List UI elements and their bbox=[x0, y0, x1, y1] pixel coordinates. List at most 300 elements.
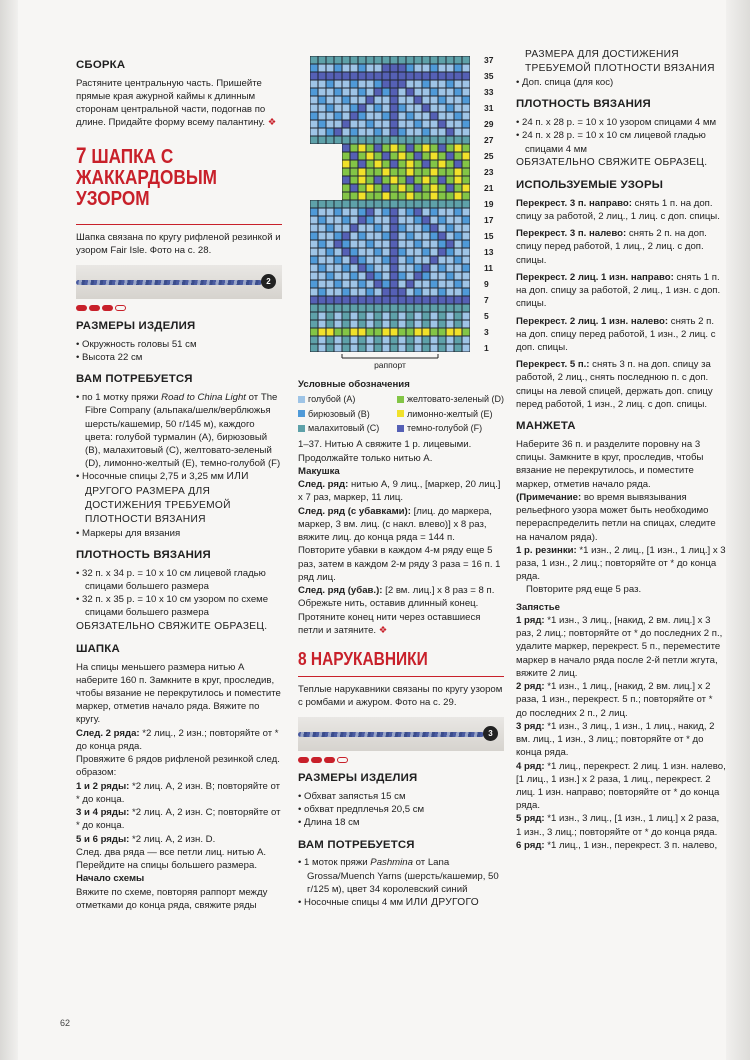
chart-stitch bbox=[391, 113, 398, 120]
chart-stitch bbox=[351, 57, 358, 64]
chart-stitch bbox=[359, 65, 366, 72]
chart-stitch bbox=[327, 313, 334, 320]
pattern-item: Перекрест. 2 лиц. 1 изн. направо: снять 1 п. на доп. спицу за работой, 2 лиц., 1 изн. с доп. спицы. bbox=[516, 271, 721, 310]
chart-stitch bbox=[391, 145, 398, 152]
chart-stitch bbox=[431, 137, 438, 144]
chart-stitch bbox=[447, 153, 454, 160]
chart-stitch bbox=[455, 121, 462, 128]
chart-stitch bbox=[343, 169, 350, 176]
cuff-note: (Примечание: во время вывязывания рельефного узора может быть необходимо перераспределить петли на спицах, следите на началом ряда). bbox=[516, 491, 716, 543]
chart-stitch bbox=[423, 281, 430, 288]
chart-stitch bbox=[359, 97, 366, 104]
density-item: • 24 п. x 28 р. = 10 x 10 узором спицами 4 мм bbox=[516, 117, 717, 129]
chart-stitch bbox=[367, 145, 374, 152]
project-8-intro: Теплые нарукавники связаны по кругу узором с ромбами и ажуром. Фото на с. 29. bbox=[298, 683, 503, 709]
chart-stitch bbox=[399, 121, 406, 128]
chart-stitch bbox=[399, 329, 406, 336]
chart-stitch bbox=[407, 337, 414, 344]
crown-step: Повторите убавки в каждом 4-м ряду еще 5 раз, затем в каждом 2-м ряду 3 раза = 16 п. 1 ряд лиц. bbox=[298, 545, 501, 583]
chart-stitch bbox=[431, 153, 438, 160]
chart-stitch bbox=[375, 297, 382, 304]
chart-stitch bbox=[383, 145, 390, 152]
chart-row-label: 37 bbox=[484, 55, 494, 65]
legend-item bbox=[397, 408, 504, 420]
chart-stitch bbox=[367, 105, 374, 112]
chart-stitch bbox=[391, 201, 398, 208]
chart-stitch bbox=[415, 57, 422, 64]
chart-stitch bbox=[383, 209, 390, 216]
chart-stitch bbox=[415, 113, 422, 120]
chart-stitch bbox=[407, 265, 414, 272]
repeat-label: раппорт bbox=[374, 360, 406, 370]
chart-stitch bbox=[383, 281, 390, 288]
chart-stitch bbox=[447, 249, 454, 256]
chart-stitch bbox=[375, 241, 382, 248]
hat-step: 1 и 2 ряды: *2 лиц. А, 2 изн. В; повторяйте от * до конца. bbox=[76, 780, 281, 805]
chart-stitch bbox=[447, 89, 454, 96]
chart-stitch bbox=[343, 273, 350, 280]
chart-row-label: 9 bbox=[484, 279, 489, 289]
chart-stitch bbox=[399, 225, 406, 232]
chart-stitch bbox=[455, 57, 462, 64]
chart-stitch bbox=[335, 89, 342, 96]
chart-stitch bbox=[431, 249, 438, 256]
chart-stitch bbox=[367, 137, 374, 144]
chart-stitch bbox=[447, 337, 454, 344]
chart-stitch bbox=[367, 89, 374, 96]
materials-markers: • Маркеры для вязания bbox=[76, 527, 181, 539]
chart-stitch bbox=[407, 281, 414, 288]
chart-row-label: 33 bbox=[484, 87, 494, 97]
wrist-step: 2 ряд: *1 изн., 1 лиц., [накид, 2 вм. лиц.] x 2 раза, 1 изн., перекрест. 5 п.; повторяйте от * до последних 2 п., 2 лиц. bbox=[516, 681, 713, 719]
chart-stitch bbox=[335, 121, 342, 128]
chart-stitch bbox=[391, 241, 398, 248]
chart-stitch bbox=[463, 345, 470, 352]
chart-stitch bbox=[391, 81, 398, 88]
size-item: • обхват предплечья 20,5 см bbox=[298, 804, 425, 816]
chart-stitch bbox=[335, 273, 342, 280]
swatch-note: ОБЯЗАТЕЛЬНО СВЯЖИТЕ ОБРАЗЕЦ. bbox=[76, 620, 268, 632]
chart-stitch bbox=[391, 273, 398, 280]
chart-stitch bbox=[431, 321, 438, 328]
chart-row-label: 5 bbox=[484, 311, 489, 321]
chart-continuation: 1–37. Нитью А свяжите 1 р. лицевыми. Продолжайте только нитью А. bbox=[298, 439, 472, 464]
chart-stitch bbox=[359, 225, 366, 232]
chart-stitch bbox=[383, 177, 390, 184]
chart-stitch bbox=[415, 129, 422, 136]
chart-stitch bbox=[391, 337, 398, 344]
chart-stitch bbox=[423, 329, 430, 336]
chart-stitch bbox=[463, 209, 470, 216]
chart-stitch bbox=[439, 305, 446, 312]
chart-stitch bbox=[367, 161, 374, 168]
chart-stitch bbox=[455, 169, 462, 176]
chart-stitch bbox=[415, 177, 422, 184]
chart-stitch bbox=[463, 65, 470, 72]
chart-stitch bbox=[423, 113, 430, 120]
chart-stitch bbox=[359, 217, 366, 224]
chart-stitch bbox=[383, 337, 390, 344]
chart-stitch bbox=[327, 113, 334, 120]
chart-stitch bbox=[319, 73, 326, 80]
chart-stitch bbox=[431, 329, 438, 336]
chart-stitch bbox=[463, 265, 470, 272]
chart-stitch bbox=[311, 305, 318, 312]
chart-stitch bbox=[327, 217, 334, 224]
chart-stitch bbox=[351, 153, 358, 160]
chart-stitch bbox=[383, 329, 390, 336]
chart-stitch bbox=[343, 289, 350, 296]
chart-stitch bbox=[383, 161, 390, 168]
chart-stitch bbox=[463, 305, 470, 312]
chart-stitch bbox=[455, 265, 462, 272]
chart-stitch bbox=[399, 201, 406, 208]
chart-stitch bbox=[423, 257, 430, 264]
hat-step: 3 и 4 ряды: *2 лиц. А, 2 изн. С; повторяйте от * до конца. bbox=[76, 807, 281, 832]
chart-stitch bbox=[311, 65, 318, 72]
chart-stitch bbox=[423, 177, 430, 184]
chart-row-label: 29 bbox=[484, 119, 494, 129]
chart-stitch bbox=[311, 241, 318, 248]
chart-stitch bbox=[359, 129, 366, 136]
chart-stitch bbox=[367, 225, 374, 232]
title-divider bbox=[298, 676, 504, 677]
chart-stitch bbox=[415, 137, 422, 144]
chart-stitch bbox=[455, 273, 462, 280]
chart-stitch bbox=[335, 329, 342, 336]
column-middle bbox=[298, 52, 504, 910]
chart-stitch bbox=[439, 185, 446, 192]
chart-stitch bbox=[415, 153, 422, 160]
chart-stitch bbox=[319, 321, 326, 328]
chart-stitch bbox=[375, 89, 382, 96]
chart-stitch bbox=[359, 193, 366, 200]
chart-stitch bbox=[319, 129, 326, 136]
chart-stitch bbox=[455, 249, 462, 256]
chart-stitch bbox=[399, 81, 406, 88]
scheme-subheading: Начало схемы bbox=[76, 873, 145, 885]
yarn-strand bbox=[298, 732, 484, 737]
chart-stitch bbox=[343, 161, 350, 168]
chart-stitch bbox=[423, 201, 430, 208]
chart-stitch bbox=[367, 57, 374, 64]
chart-stitch bbox=[423, 249, 430, 256]
chart-stitch bbox=[407, 201, 414, 208]
chart-stitch bbox=[431, 65, 438, 72]
chart-stitch bbox=[343, 137, 350, 144]
chart-stitch bbox=[391, 153, 398, 160]
chart-stitch bbox=[359, 153, 366, 160]
chart-stitch bbox=[311, 265, 318, 272]
chart-stitch bbox=[423, 297, 430, 304]
chart-stitch bbox=[407, 249, 414, 256]
chart-stitch bbox=[415, 217, 422, 224]
legend-swatch bbox=[298, 410, 305, 417]
chart-stitch bbox=[431, 273, 438, 280]
chart-stitch bbox=[319, 65, 326, 72]
chart-stitch bbox=[431, 57, 438, 64]
chart-stitch bbox=[327, 345, 334, 352]
chart-stitch bbox=[447, 185, 454, 192]
title-divider bbox=[76, 224, 282, 225]
materials-needles: • Носочные спицы 4 мм ИЛИ ДРУГОГО bbox=[298, 897, 479, 909]
chart-stitch bbox=[407, 241, 414, 248]
chart-stitch bbox=[439, 225, 446, 232]
end-ornament-icon: ❖ bbox=[267, 117, 277, 129]
chart-stitch bbox=[399, 113, 406, 120]
chart-row-label: 35 bbox=[484, 71, 494, 81]
chart-stitch bbox=[415, 321, 422, 328]
chart-stitch bbox=[415, 161, 422, 168]
materials-heading: ВАМ ПОТРЕБУЕТСЯ bbox=[298, 838, 415, 851]
chart-stitch bbox=[455, 281, 462, 288]
chart-stitch bbox=[463, 337, 470, 344]
chart-stitch bbox=[335, 97, 342, 104]
chart-stitch bbox=[431, 97, 438, 104]
chart-stitch bbox=[407, 305, 414, 312]
chart-stitch bbox=[311, 121, 318, 128]
chart-stitch bbox=[319, 137, 326, 144]
crown-subheading: Макушка bbox=[298, 465, 340, 477]
difficulty-dot-empty bbox=[115, 305, 126, 311]
chart-stitch bbox=[383, 321, 390, 328]
chart-stitch bbox=[367, 177, 374, 184]
chart-stitch bbox=[391, 105, 398, 112]
chart-stitch bbox=[367, 193, 374, 200]
pattern-item: Перекрест. 3 п. направо: снять 1 п. на доп. спицу за работой, 2 лиц., 1 лиц. с доп. спицы. bbox=[516, 197, 720, 222]
yarn-sample-image bbox=[298, 717, 504, 751]
materials-needles: • Носочные спицы 2,75 и 3,25 мм ИЛИ ДРУГОГО РАЗМЕРА ДЛЯ ДОСТИЖЕНИЯ ТРЕБУЕМОЙ ПЛОТНОСТИ ВЯЗАНИЯ bbox=[76, 471, 249, 525]
chart-stitch bbox=[375, 329, 382, 336]
chart-stitch bbox=[391, 177, 398, 184]
chart-stitch bbox=[391, 97, 398, 104]
chart-stitch bbox=[399, 137, 406, 144]
difficulty-dot bbox=[311, 757, 322, 763]
chart-stitch bbox=[399, 305, 406, 312]
chart-stitch bbox=[319, 89, 326, 96]
chart-stitch bbox=[311, 209, 318, 216]
materials-yarn: • по 1 мотку пряжи Road to China Light от The Fibre Company (альпака/шелк/верблюжья шерсть/кашемир, 50 г/145 м), каждого цвета: голубой турмалин (A), бирюзовый (B), малахитовый (C), желтовато-зеленый (D), лимонно-желтый (E), темно-голубой (F) bbox=[76, 392, 281, 470]
chart-stitch bbox=[463, 81, 470, 88]
chart-stitch bbox=[415, 257, 422, 264]
chart-stitch bbox=[431, 161, 438, 168]
chart-stitch bbox=[407, 345, 414, 352]
chart-stitch bbox=[359, 337, 366, 344]
materials-yarn: • 1 моток пряжи Pashmina от Lana Grossa/Muench Yarns (шерсть/кашемир, 50 г/125 м), цвет 34 королевский синий bbox=[298, 857, 499, 895]
chart-stitch bbox=[327, 281, 334, 288]
chart-stitch bbox=[375, 169, 382, 176]
chart-stitch bbox=[359, 329, 366, 336]
chart-stitch bbox=[423, 73, 430, 80]
chart-stitch bbox=[463, 193, 470, 200]
chart-stitch bbox=[463, 217, 470, 224]
chart-stitch bbox=[351, 137, 358, 144]
project-7-intro: Шапка связана по кругу рифленой резинкой и узором Fair Isle. Фото на с. 28. bbox=[76, 231, 281, 256]
chart-row-label: 13 bbox=[484, 247, 494, 257]
chart-stitch bbox=[463, 225, 470, 232]
chart-stitch bbox=[375, 225, 382, 232]
chart-stitch bbox=[383, 73, 390, 80]
chart-stitch bbox=[463, 257, 470, 264]
chart-stitch bbox=[351, 169, 358, 176]
chart-stitch bbox=[407, 321, 414, 328]
chart-stitch bbox=[439, 249, 446, 256]
chart-stitch bbox=[415, 305, 422, 312]
chart-stitch bbox=[391, 313, 398, 320]
chart-stitch bbox=[375, 129, 382, 136]
chart-stitch bbox=[415, 65, 422, 72]
chart-stitch bbox=[423, 65, 430, 72]
chart-stitch bbox=[431, 241, 438, 248]
chart-stitch bbox=[343, 281, 350, 288]
pattern-item: Перекрест. 2 лиц. 1 изн. налево: снять 2 п. на доп. спицу перед работой, 1 изн., 2 лиц. с доп. спицы. bbox=[516, 315, 716, 353]
chart-stitch bbox=[447, 57, 454, 64]
chart-stitch bbox=[351, 185, 358, 192]
yarn-sample-image bbox=[76, 265, 282, 299]
chart-stitch bbox=[399, 177, 406, 184]
chart-stitch bbox=[439, 161, 446, 168]
chart-stitch bbox=[359, 201, 366, 208]
chart-stitch bbox=[327, 105, 334, 112]
chart-stitch bbox=[327, 81, 334, 88]
chart-stitch bbox=[351, 225, 358, 232]
chart-stitch bbox=[423, 81, 430, 88]
chart-stitch bbox=[463, 161, 470, 168]
cuff-step: Повторите ряд еще 5 раз. bbox=[526, 584, 642, 596]
chart-stitch bbox=[431, 81, 438, 88]
chart-stitch bbox=[335, 297, 342, 304]
crown-step: След. ряд (убав.): [2 вм. лиц.] x 8 раз = 8 п. Обрежьте нить, оставив длинный конец. Протяните конец нити через оставшиеся петли и затяните. ❖ bbox=[298, 585, 495, 636]
chart-svg bbox=[300, 52, 506, 374]
chart-stitch bbox=[367, 153, 374, 160]
chart-stitch bbox=[367, 233, 374, 240]
legend-item bbox=[298, 393, 395, 405]
chart-stitch bbox=[343, 233, 350, 240]
chart-stitch bbox=[399, 73, 406, 80]
chart-stitch bbox=[343, 297, 350, 304]
chart-stitch bbox=[311, 321, 318, 328]
chart-stitch bbox=[375, 193, 382, 200]
chart-stitch bbox=[415, 193, 422, 200]
chart-stitch bbox=[439, 337, 446, 344]
hat-heading: ШАПКА bbox=[76, 642, 120, 655]
chart-stitch bbox=[407, 185, 414, 192]
wrist-step: 6 ряд: *1 лиц., 1 изн., перекрест. 3 п. налево, bbox=[516, 839, 718, 851]
chart-stitch bbox=[359, 233, 366, 240]
chart-stitch bbox=[399, 161, 406, 168]
chart-stitch bbox=[439, 57, 446, 64]
chart-stitch bbox=[415, 233, 422, 240]
materials-heading: ВАМ ПОТРЕБУЕТСЯ bbox=[76, 373, 193, 386]
crown-step: След. ряд: нитью А, 9 лиц., [маркер, 20 лиц.] x 7 раз, маркер, 11 лиц. bbox=[298, 479, 501, 504]
chart-stitch bbox=[463, 249, 470, 256]
chart-stitch bbox=[383, 81, 390, 88]
chart-stitch bbox=[391, 249, 398, 256]
chart-stitch bbox=[335, 81, 342, 88]
chart-stitch bbox=[367, 185, 374, 192]
chart-stitch bbox=[359, 257, 366, 264]
chart-stitch bbox=[383, 97, 390, 104]
chart-stitch bbox=[351, 321, 358, 328]
chart-stitch bbox=[423, 129, 430, 136]
chart-stitch bbox=[447, 193, 454, 200]
chart-row-label: 7 bbox=[484, 295, 489, 305]
chart-stitch bbox=[335, 217, 342, 224]
chart-stitch bbox=[391, 137, 398, 144]
chart-stitch bbox=[407, 161, 414, 168]
chart-stitch bbox=[463, 145, 470, 152]
chart-stitch bbox=[367, 241, 374, 248]
chart-stitch bbox=[399, 145, 406, 152]
chart-stitch bbox=[399, 217, 406, 224]
difficulty-dot bbox=[76, 305, 87, 311]
chart-stitch bbox=[375, 201, 382, 208]
chart-stitch bbox=[359, 297, 366, 304]
chart-stitch bbox=[391, 161, 398, 168]
chart-stitch bbox=[375, 345, 382, 352]
chart-stitch bbox=[439, 273, 446, 280]
chart-stitch bbox=[351, 161, 358, 168]
chart-stitch bbox=[399, 241, 406, 248]
chart-stitch bbox=[367, 97, 374, 104]
chart-stitch bbox=[367, 305, 374, 312]
chart-stitch bbox=[343, 305, 350, 312]
chart-stitch bbox=[423, 137, 430, 144]
chart-stitch bbox=[431, 89, 438, 96]
color-legend bbox=[298, 393, 504, 434]
chart-stitch bbox=[431, 145, 438, 152]
chart-stitch bbox=[327, 337, 334, 344]
chart-stitch bbox=[351, 297, 358, 304]
chart-stitch bbox=[391, 217, 398, 224]
chart-stitch bbox=[383, 113, 390, 120]
chart-stitch bbox=[407, 225, 414, 232]
chart-stitch bbox=[431, 105, 438, 112]
chart-stitch bbox=[415, 201, 422, 208]
chart-stitch bbox=[359, 57, 366, 64]
chart-stitch bbox=[447, 209, 454, 216]
chart-stitch bbox=[447, 121, 454, 128]
chart-stitch bbox=[439, 313, 446, 320]
chart-stitch bbox=[343, 121, 350, 128]
chart-stitch bbox=[447, 321, 454, 328]
chart-stitch bbox=[447, 97, 454, 104]
project-7-name: ШАПКА С ЖАККАРДОВЫМ УЗОРОМ bbox=[76, 145, 217, 210]
hat-step: Провяжите 6 рядов рифленой резинкой след. образом: bbox=[76, 754, 280, 779]
chart-stitch bbox=[327, 201, 334, 208]
chart-stitch bbox=[311, 81, 318, 88]
chart-stitch bbox=[375, 185, 382, 192]
chart-stitch bbox=[351, 265, 358, 272]
chart-stitch bbox=[359, 89, 366, 96]
chart-stitch bbox=[399, 193, 406, 200]
chart-stitch bbox=[455, 177, 462, 184]
hat-step: 5 и 6 ряды: *2 лиц. А, 2 изн. D. bbox=[76, 833, 216, 845]
chart-stitch bbox=[383, 345, 390, 352]
chart-stitch bbox=[375, 305, 382, 312]
chart-stitch bbox=[399, 185, 406, 192]
chart-stitch bbox=[343, 265, 350, 272]
chart-stitch bbox=[455, 225, 462, 232]
chart-stitch bbox=[463, 313, 470, 320]
chart-stitch bbox=[399, 65, 406, 72]
chart-stitch bbox=[447, 313, 454, 320]
chart-stitch bbox=[367, 201, 374, 208]
legend-swatch bbox=[397, 396, 404, 403]
chart-stitch bbox=[375, 97, 382, 104]
chart-stitch bbox=[335, 57, 342, 64]
chart-stitch bbox=[383, 241, 390, 248]
